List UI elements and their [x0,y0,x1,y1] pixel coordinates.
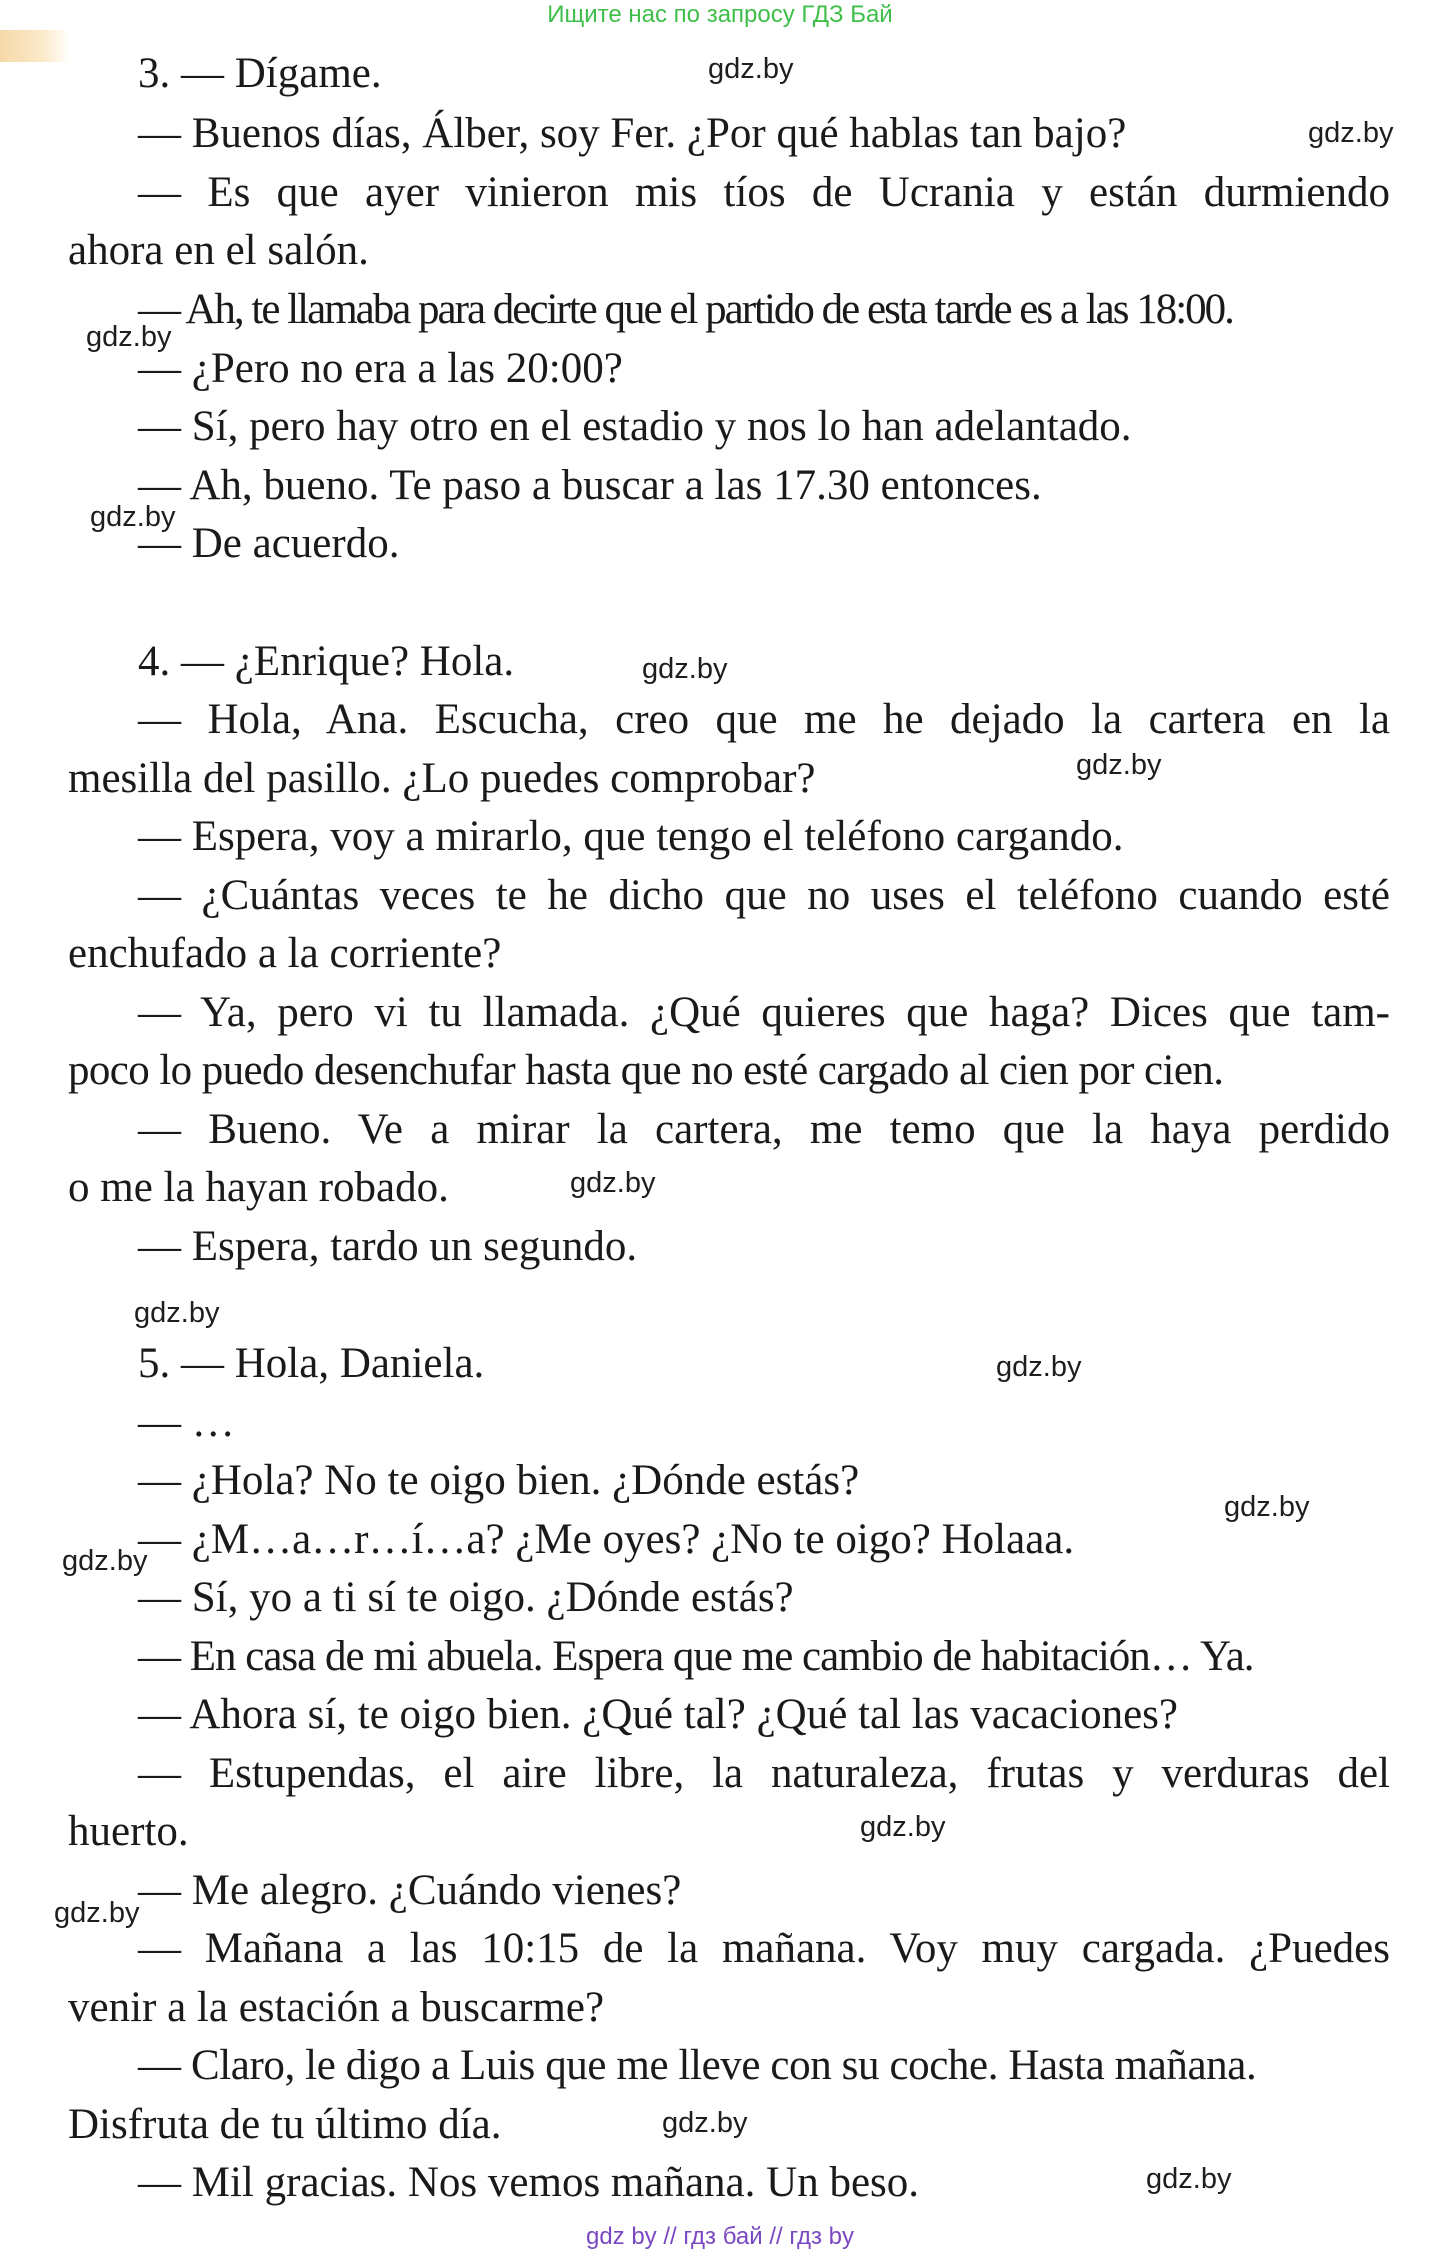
dialogue-3-line: — Sí, pero hay otro en el estadio y nos lo han adelantado. [138,403,1132,450]
dialogue-5-line: — Estupendas, el aire libre, la naturaleza, frutas y verduras del [138,1750,1390,1797]
dialogue-5-line: 5. — Hola, Daniela. [138,1340,485,1387]
dialogue-3-line: — De acuerdo. [138,520,400,567]
dialogue-4-line: — Espera, tardo un segundo. [138,1223,638,1270]
top-banner: Ищите нас по запросу ГДЗ Бай [547,1,893,28]
dialogue-3-line: — ¿Pero no era a las 20:00? [138,345,623,392]
watermark: gdz.by [90,501,176,533]
dialogue-5-line: — En casa de mi abuela. Espera que me cambio de habitación… Ya. [138,1633,1254,1680]
dialogue-4-line: — Hola, Ana. Escucha, creo que me he dejado la cartera en la [138,696,1390,743]
watermark: gdz.by [1146,2163,1232,2195]
dialogue-3-line: 3. — Dígame. [138,50,382,97]
watermark: gdz.by [1308,117,1394,149]
dialogue-5-line: — Mañana a las 10:15 de la mañana. Voy muy cargada. ¿Puedes [138,1925,1390,1972]
dialogue-5-line: venir a la estación a buscarme? [68,1984,605,2031]
dialogue-5-line: — … [138,1399,235,1446]
dialogue-3-line: — Ah, bueno. Te paso a buscar a las 17.30 entonces. [138,462,1042,509]
watermark: gdz.by [708,53,794,85]
dialogue-5-line: — Mil gracias. Nos vemos mañana. Un beso. [138,2159,920,2206]
dialogue-4-line: — Espera, voy a mirarlo, que tengo el teléfono cargando. [138,813,1124,860]
watermark: gdz.by [860,1811,946,1843]
watermark: gdz.by [54,1897,140,1929]
dialogue-4-line: — ¿Cuántas veces te he dicho que no uses el teléfono cuando esté [138,872,1390,919]
watermark: gdz.by [86,321,172,353]
dialogue-5-line: — ¿M…a…r…í…a? ¿Me oyes? ¿No te oigo? Holaaa. [138,1516,1075,1563]
watermark: gdz.by [1224,1491,1310,1523]
dialogue-3-line: — Buenos días, Álber, soy Fer. ¿Por qué hablas tan bajo? [138,110,1127,157]
dialogue-4-line: poco lo puedo desenchufar hasta que no esté cargado al cien por cien. [68,1047,1224,1094]
dialogue-5-line: — ¿Hola? No te oigo bien. ¿Dónde estás? [138,1457,860,1504]
dialogue-5-line: — Sí, yo a ti sí te oigo. ¿Dónde estás? [138,1574,794,1621]
dialogue-5-line: — Me alegro. ¿Cuándo vienes? [138,1867,682,1914]
dialogue-3-line: ahora en el salón. [68,227,369,274]
watermark: gdz.by [62,1545,148,1577]
watermark: gdz.by [570,1167,656,1199]
watermark: gdz.by [996,1351,1082,1383]
dialogue-4-line: — Ya, pero vi tu llamada. ¿Qué quieres que haga? Dices que tam- [138,989,1390,1036]
dialogue-4-line: mesilla del pasillo. ¿Lo puedes comprobar? [68,755,816,802]
dialogue-5-line: — Ahora sí, te oigo bien. ¿Qué tal? ¿Qué tal las vacaciones? [138,1691,1178,1738]
dialogue-5-line: — Claro, le digo a Luis que me lleve con su coche. Hasta mañana. [138,2042,1257,2089]
dialogue-4-line: enchufado a la corriente? [68,930,502,977]
dialogue-5-line: huerto. [68,1808,189,1855]
dialogue-4-line: 4. — ¿Enrique? Hola. [138,638,515,685]
dialogue-5-line: Disfruta de tu último día. [68,2101,502,2148]
dialogue-3-line: — Ah, te llamaba para decirte que el partido de esta tarde es a las 18:00. [138,286,1233,333]
corner-decoration [0,30,70,62]
watermark: gdz.by [1076,749,1162,781]
dialogue-4-line: — Bueno. Ve a mirar la cartera, me temo que la haya perdido [138,1106,1390,1153]
watermark: gdz.by [134,1297,220,1329]
footer-links: gdz by // гдз бай // гдз by [585,2223,855,2250]
watermark: gdz.by [662,2107,748,2139]
watermark: gdz.by [642,653,728,685]
dialogue-4-line: o me la hayan robado. [68,1164,449,1211]
dialogue-3-line: — Es que ayer vinieron mis tíos de Ucrania y están durmiendo [138,169,1390,216]
